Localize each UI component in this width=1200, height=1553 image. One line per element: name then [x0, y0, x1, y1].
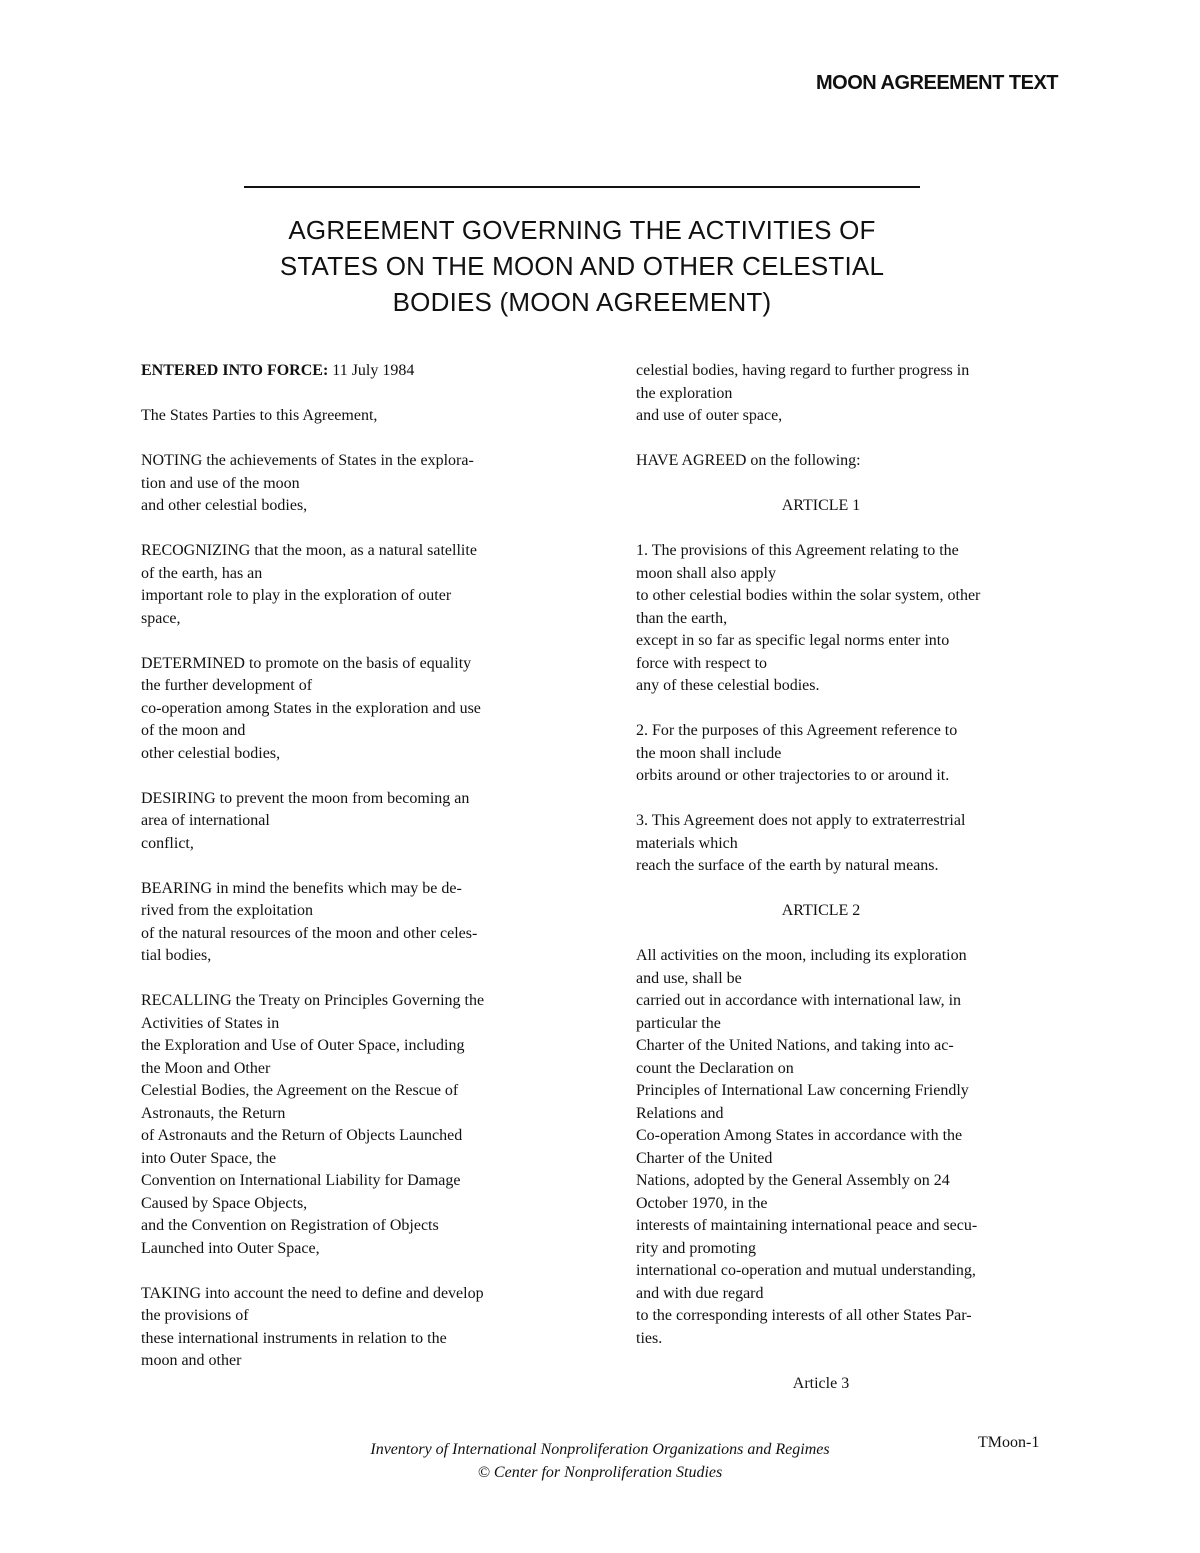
article-1-heading: ARTICLE 1	[781, 497, 861, 514]
article-1-paragraph-3	[636, 810, 1076, 878]
text-line: RECALLING the Treaty on Principles Governing the	[141, 992, 485, 1009]
text-line: 2. For the purposes of this Agreement reference to	[636, 722, 958, 739]
text-line: of Astronauts and the Return of Objects Launched	[141, 1127, 463, 1144]
text-line: the exploration	[636, 384, 733, 402]
text-line: the Moon and Other	[141, 1059, 271, 1077]
paragraph-desiring	[141, 788, 581, 856]
left-column	[141, 360, 581, 1373]
paragraph-noting	[141, 450, 581, 518]
text-line: DETERMINED to promote on the basis of equality	[141, 654, 472, 672]
text-line: NOTING the achievements of States in the explora-	[141, 452, 474, 469]
text-line: ties.	[636, 1329, 663, 1347]
text-line: international co-operation and mutual understanding,	[636, 1262, 976, 1279]
text-line: DESIRING to prevent the moon from becoming an	[141, 789, 470, 807]
text-line: area of international	[141, 812, 270, 829]
text-line: tial bodies,	[141, 947, 212, 964]
text-line: these international instruments in relation to the	[141, 1329, 447, 1347]
text-line: orbits around or other trajectories to or around it.	[636, 767, 950, 784]
text-line: than the earth,	[636, 609, 728, 627]
text-line: October 1970, in the	[636, 1194, 768, 1212]
text-line: to the corresponding interests of all other States Par-	[636, 1307, 972, 1324]
text-line: TAKING into account the need to define and develop	[141, 1284, 484, 1302]
footer	[250, 1438, 950, 1484]
title-line: BODIES (MOON AGREEMENT)	[392, 287, 772, 317]
text-line: and with due regard	[636, 1284, 764, 1302]
text-line: 3. This Agreement does not apply to extraterrestrial	[636, 812, 966, 829]
text-line: Charter of the United Nations, and taking into ac-	[636, 1037, 954, 1054]
text-line: conflict,	[141, 834, 194, 852]
article-1-paragraph-2	[636, 720, 1076, 788]
paragraph-recalling	[141, 990, 581, 1260]
right-column	[636, 360, 1076, 1395]
page-number: TMoon-1	[978, 1434, 1040, 1451]
text-line: the further development of	[141, 677, 313, 694]
text-line: materials which	[636, 834, 738, 852]
text-line: reach the surface of the earth by natural means.	[636, 857, 939, 874]
text-line: All activities on the moon, including its exploration	[636, 947, 967, 964]
text-line: Convention on International Liability for Damage	[141, 1172, 461, 1189]
footer-copyright: © Center for Nonproliferation Studies	[477, 1464, 723, 1481]
text-line: other celestial bodies,	[141, 744, 281, 762]
paragraph-continuation	[636, 360, 1076, 428]
paragraph-recognizing	[141, 540, 581, 630]
text-line: Relations and	[636, 1104, 724, 1122]
text-line: of the earth, has an	[141, 564, 263, 582]
text-line: Astronauts, the Return	[141, 1104, 286, 1122]
text-line: count the Declaration on	[636, 1059, 794, 1077]
text-line: the provisions of	[141, 1307, 249, 1324]
text-line: co-operation among States in the exploration and use	[141, 699, 481, 717]
text-line: Launched into Outer Space,	[141, 1239, 320, 1257]
entered-label: ENTERED INTO FORCE:	[141, 362, 329, 379]
text-line: important role to play in the exploration of outer	[141, 587, 452, 604]
article-3-heading: Article 3	[792, 1374, 850, 1392]
text-line: rity and promoting	[636, 1239, 756, 1257]
text-line: and other celestial bodies,	[141, 497, 308, 514]
text-line: 1. The provisions of this Agreement relating to the	[636, 542, 959, 559]
text-line: moon shall also apply	[636, 564, 776, 582]
text-line: space,	[141, 609, 181, 627]
text-line: any of these celestial bodies.	[636, 677, 820, 694]
entered-date: 11 July 1984	[328, 362, 415, 379]
text-line: Co-operation Among States in accordance with the	[636, 1127, 963, 1144]
text-line: except in so far as specific legal norms enter into	[636, 632, 950, 649]
text-line: tion and use of the moon	[141, 474, 300, 492]
text-line: rived from the exploitation	[141, 902, 313, 919]
text-line: and use of outer space,	[636, 407, 783, 424]
article-2-paragraph-1	[636, 945, 1076, 1350]
text-line: the moon shall include	[636, 744, 782, 762]
paragraph-determined	[141, 653, 581, 766]
running-header: MOON AGREEMENT TEXT	[816, 72, 1058, 94]
article-1-paragraph-1	[636, 540, 1076, 698]
document-title	[200, 212, 964, 320]
have-agreed: HAVE AGREED on the following:	[636, 452, 861, 469]
text-line: Nations, adopted by the General Assembly on 24	[636, 1172, 950, 1189]
text-line: RECOGNIZING that the moon, as a natural satellite	[141, 542, 477, 559]
article-2-heading: ARTICLE 2	[781, 902, 861, 919]
text-line: into Outer Space, the	[141, 1149, 277, 1167]
title-line: STATES ON THE MOON AND OTHER CELESTIAL	[279, 251, 885, 281]
text-line: moon and other	[141, 1352, 242, 1369]
entered-into-force	[141, 360, 581, 383]
text-line: Caused by Space Objects,	[141, 1194, 308, 1212]
text-line: and the Convention on Registration of Objects	[141, 1217, 439, 1234]
text-line: Celestial Bodies, the Agreement on the Rescue of	[141, 1082, 459, 1099]
text-line: force with respect to	[636, 654, 768, 672]
text-line: the Exploration and Use of Outer Space, including	[141, 1037, 465, 1054]
text-line: Activities of States in	[141, 1014, 280, 1032]
text-line: celestial bodies, having regard to further progress in	[636, 362, 970, 379]
intro-line: The States Parties to this Agreement,	[141, 407, 378, 424]
text-line: BEARING in mind the benefits which may be de-	[141, 879, 462, 897]
text-line: carried out in accordance with international law, in	[636, 992, 962, 1009]
text-line: Charter of the United	[636, 1149, 773, 1167]
paragraph-bearing	[141, 878, 581, 968]
paragraph-taking	[141, 1283, 581, 1373]
text-line: of the natural resources of the moon and other celes-	[141, 924, 478, 942]
text-line: interests of maintaining international peace and secu-	[636, 1217, 978, 1234]
text-line: and use, shall be	[636, 969, 742, 987]
title-line: AGREEMENT GOVERNING THE ACTIVITIES OF	[288, 215, 876, 245]
text-line: of the moon and	[141, 722, 246, 739]
text-line: particular the	[636, 1014, 721, 1032]
title-rule	[244, 186, 920, 188]
text-line: Principles of International Law concerning Friendly	[636, 1082, 969, 1099]
footer-publication: Inventory of International Nonproliferation Organizations and Regimes	[370, 1441, 830, 1458]
text-line: to other celestial bodies within the solar system, other	[636, 587, 981, 604]
